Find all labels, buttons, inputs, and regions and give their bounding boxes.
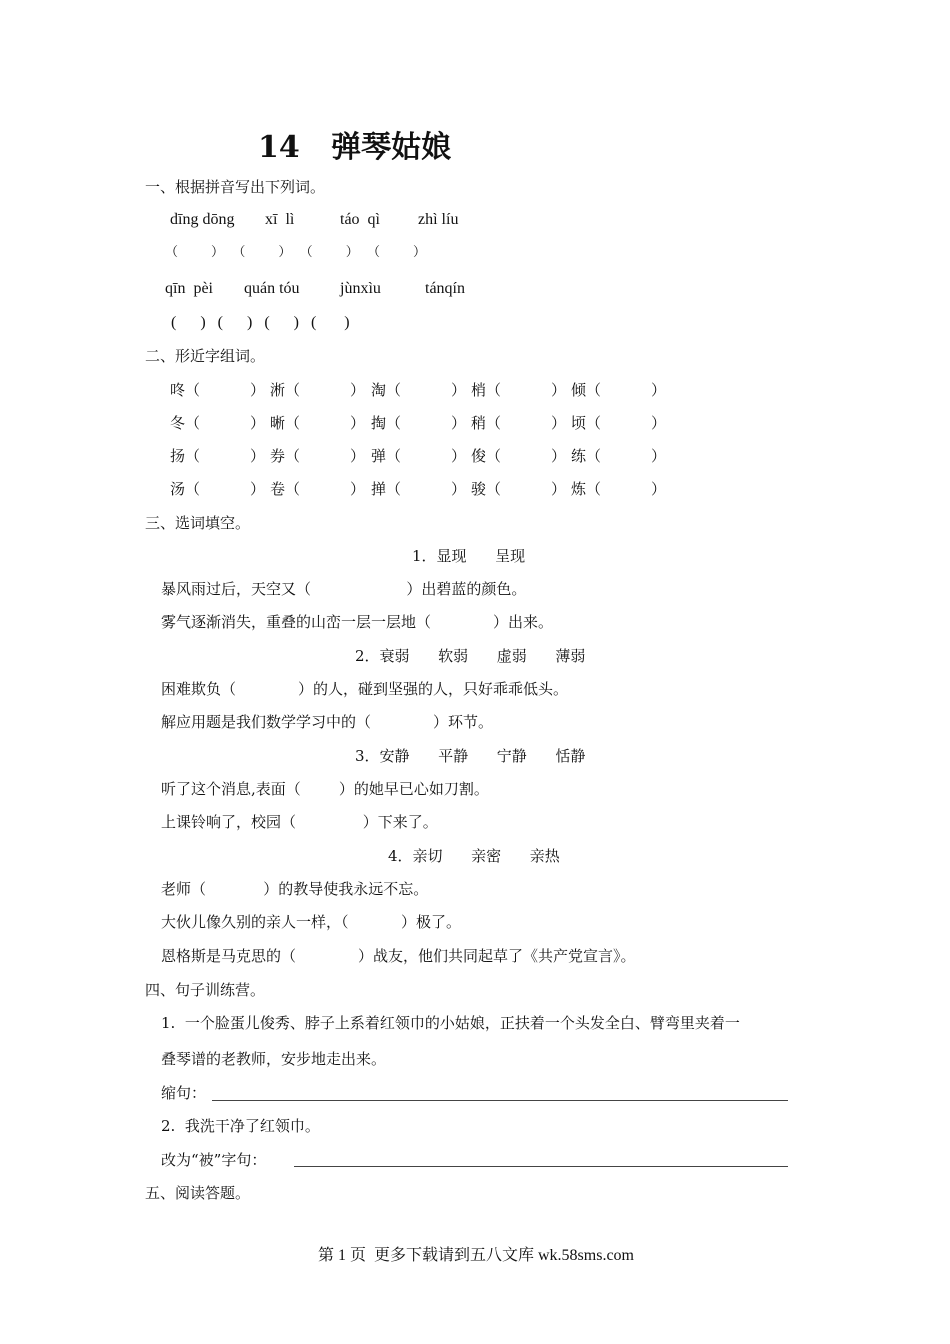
char: 俊	[471, 447, 487, 465]
pinyin-7: jùnxìu	[340, 280, 381, 297]
char-cell	[571, 479, 666, 499]
char: 顷	[571, 414, 587, 432]
answer-blanks-1[interactable]: （ ） （ ） （ ） （ ）	[165, 245, 427, 260]
open-paren: （	[285, 480, 301, 498]
char: 券	[270, 447, 286, 465]
passive-answer-line[interactable]	[294, 1166, 788, 1167]
char: 练	[571, 447, 587, 465]
shorten-answer-line[interactable]	[212, 1100, 788, 1101]
open-paren: （	[386, 480, 402, 498]
open-paren: （	[386, 447, 402, 465]
char-cell	[471, 479, 566, 499]
char: 掸	[371, 480, 387, 498]
char-cell	[170, 479, 265, 499]
fill-group-4-header: 4．亲切 亲密 亲热	[388, 847, 560, 865]
char-cell	[170, 446, 265, 466]
open-paren: （	[285, 447, 301, 465]
close-paren: ）	[451, 414, 467, 432]
fill-group-2-header: 2．衰弱 软弱 虚弱 薄弱	[355, 647, 586, 665]
close-paren: ）	[551, 381, 567, 399]
close-paren: ）	[451, 447, 467, 465]
char-cell	[371, 413, 466, 433]
char-cell	[170, 380, 265, 400]
char-cell	[270, 446, 365, 466]
close-paren: ）	[451, 480, 467, 498]
char: 倾	[571, 381, 587, 399]
open-paren: （	[486, 480, 502, 498]
close-paren: ）	[350, 381, 366, 399]
char-cell	[371, 446, 466, 466]
close-paren: ）	[651, 480, 667, 498]
fill-sentence: 老师（ ）的教导使我永远不忘。	[161, 880, 429, 898]
close-paren: ）	[551, 414, 567, 432]
char-cell	[471, 380, 566, 400]
open-paren: （	[285, 414, 301, 432]
char: 扬	[170, 447, 186, 465]
section-3-heading: 三、选词填空。	[145, 514, 251, 532]
open-paren: （	[586, 480, 602, 498]
char: 淅	[270, 381, 286, 399]
open-paren: （	[185, 480, 201, 498]
close-paren: ）	[350, 414, 366, 432]
pinyin-1: dīng dōng	[170, 211, 235, 228]
char: 淘	[371, 381, 387, 399]
fill-sentence: 暴风雨过后，天空又（ ）出碧蓝的颜色。	[161, 580, 527, 598]
open-paren: （	[185, 381, 201, 399]
fill-group-3-header: 3．安静 平静 宁静 恬静	[355, 747, 586, 765]
close-paren: ）	[250, 414, 266, 432]
char-cell	[571, 446, 666, 466]
close-paren: ）	[551, 480, 567, 498]
close-paren: ）	[350, 447, 366, 465]
pinyin-5: qīn pèi	[165, 280, 213, 297]
page-footer: 第 1 页 更多下载请到五八文库 wk.58sms.com	[318, 1247, 635, 1264]
fill-sentence: 雾气逐渐消失，重叠的山峦一层一层地（ ）出来。	[161, 613, 553, 631]
sentence-question-1: 1. 一个脸蛋儿俊秀、脖子上系着红领巾的小姑娘，正扶着一个头发全白、臂弯里夹着一	[161, 1014, 740, 1032]
section-1-heading: 一、根据拼音写出下列词。	[145, 178, 326, 196]
char-cell	[571, 413, 666, 433]
sentence-question-1-cont: 叠琴谱的老教师，安步地走出来。	[161, 1050, 387, 1068]
open-paren: （	[586, 414, 602, 432]
char: 弹	[371, 447, 387, 465]
open-paren: （	[386, 414, 402, 432]
page-title: 14 弹琴姑娘	[258, 130, 452, 165]
open-paren: （	[586, 447, 602, 465]
char-cell	[270, 413, 365, 433]
section-5-heading: 五、阅读答题。	[145, 1184, 251, 1202]
char-cell	[270, 479, 365, 499]
char-cell	[170, 413, 265, 433]
close-paren: ）	[250, 480, 266, 498]
pinyin-3: táo qì	[340, 211, 380, 228]
fill-sentence: 解应用题是我们数学学习中的（ ）环节。	[161, 713, 493, 731]
char-cell	[371, 479, 466, 499]
passive-label: 改为“被”字句：	[161, 1151, 267, 1169]
char-cell	[471, 446, 566, 466]
fill-sentence: 大伙儿像久别的亲人一样，（ ）极了。	[161, 913, 461, 931]
char: 冬	[170, 414, 186, 432]
sentence-question-2: 2. 我洗干净了红领巾。	[161, 1117, 320, 1135]
char-cell	[471, 413, 566, 433]
fill-group-1-header: 1．显现 呈现	[412, 547, 526, 565]
char-cell	[371, 380, 466, 400]
char: 炼	[571, 480, 587, 498]
char: 晰	[270, 414, 286, 432]
pinyin-8: tánqín	[425, 280, 465, 297]
close-paren: ）	[651, 447, 667, 465]
open-paren: （	[285, 381, 301, 399]
shorten-label: 缩句：	[161, 1084, 207, 1102]
fill-sentence: 恩格斯是马克思的（ ）战友，他们共同起草了《共产党宣言》。	[161, 947, 636, 965]
close-paren: ）	[551, 447, 567, 465]
open-paren: （	[185, 447, 201, 465]
char-cell	[571, 380, 666, 400]
pinyin-2: xī lì	[265, 211, 295, 228]
char: 卷	[270, 480, 286, 498]
open-paren: （	[185, 414, 201, 432]
char: 掏	[371, 414, 387, 432]
open-paren: （	[386, 381, 402, 399]
char: 咚	[170, 381, 186, 399]
open-paren: （	[486, 447, 502, 465]
char-cell	[270, 380, 365, 400]
section-2-heading: 二、形近字组词。	[145, 347, 266, 365]
fill-sentence: 听了这个消息,表面（ ）的她早已心如刀割。	[161, 780, 489, 798]
fill-sentence: 困难欺负（ ）的人，碰到坚强的人，只好乖乖低头。	[161, 680, 568, 698]
close-paren: ）	[451, 381, 467, 399]
close-paren: ）	[651, 381, 667, 399]
char: 梢	[471, 381, 487, 399]
fill-sentence: 上课铃响了，校园（ ）下来了。	[161, 813, 438, 831]
section-4-heading: 四、句子训练营。	[145, 981, 266, 999]
close-paren: ）	[350, 480, 366, 498]
close-paren: ）	[651, 414, 667, 432]
answer-blanks-2[interactable]: ( ) ( ) ( ) ( )	[167, 314, 350, 331]
char: 骏	[471, 480, 487, 498]
close-paren: ）	[250, 447, 266, 465]
open-paren: （	[586, 381, 602, 399]
char: 稍	[471, 414, 487, 432]
open-paren: （	[486, 414, 502, 432]
close-paren: ）	[250, 381, 266, 399]
char: 汤	[170, 480, 186, 498]
pinyin-4: zhì líu	[418, 211, 459, 228]
open-paren: （	[486, 381, 502, 399]
pinyin-6: quán tóu	[244, 280, 300, 297]
